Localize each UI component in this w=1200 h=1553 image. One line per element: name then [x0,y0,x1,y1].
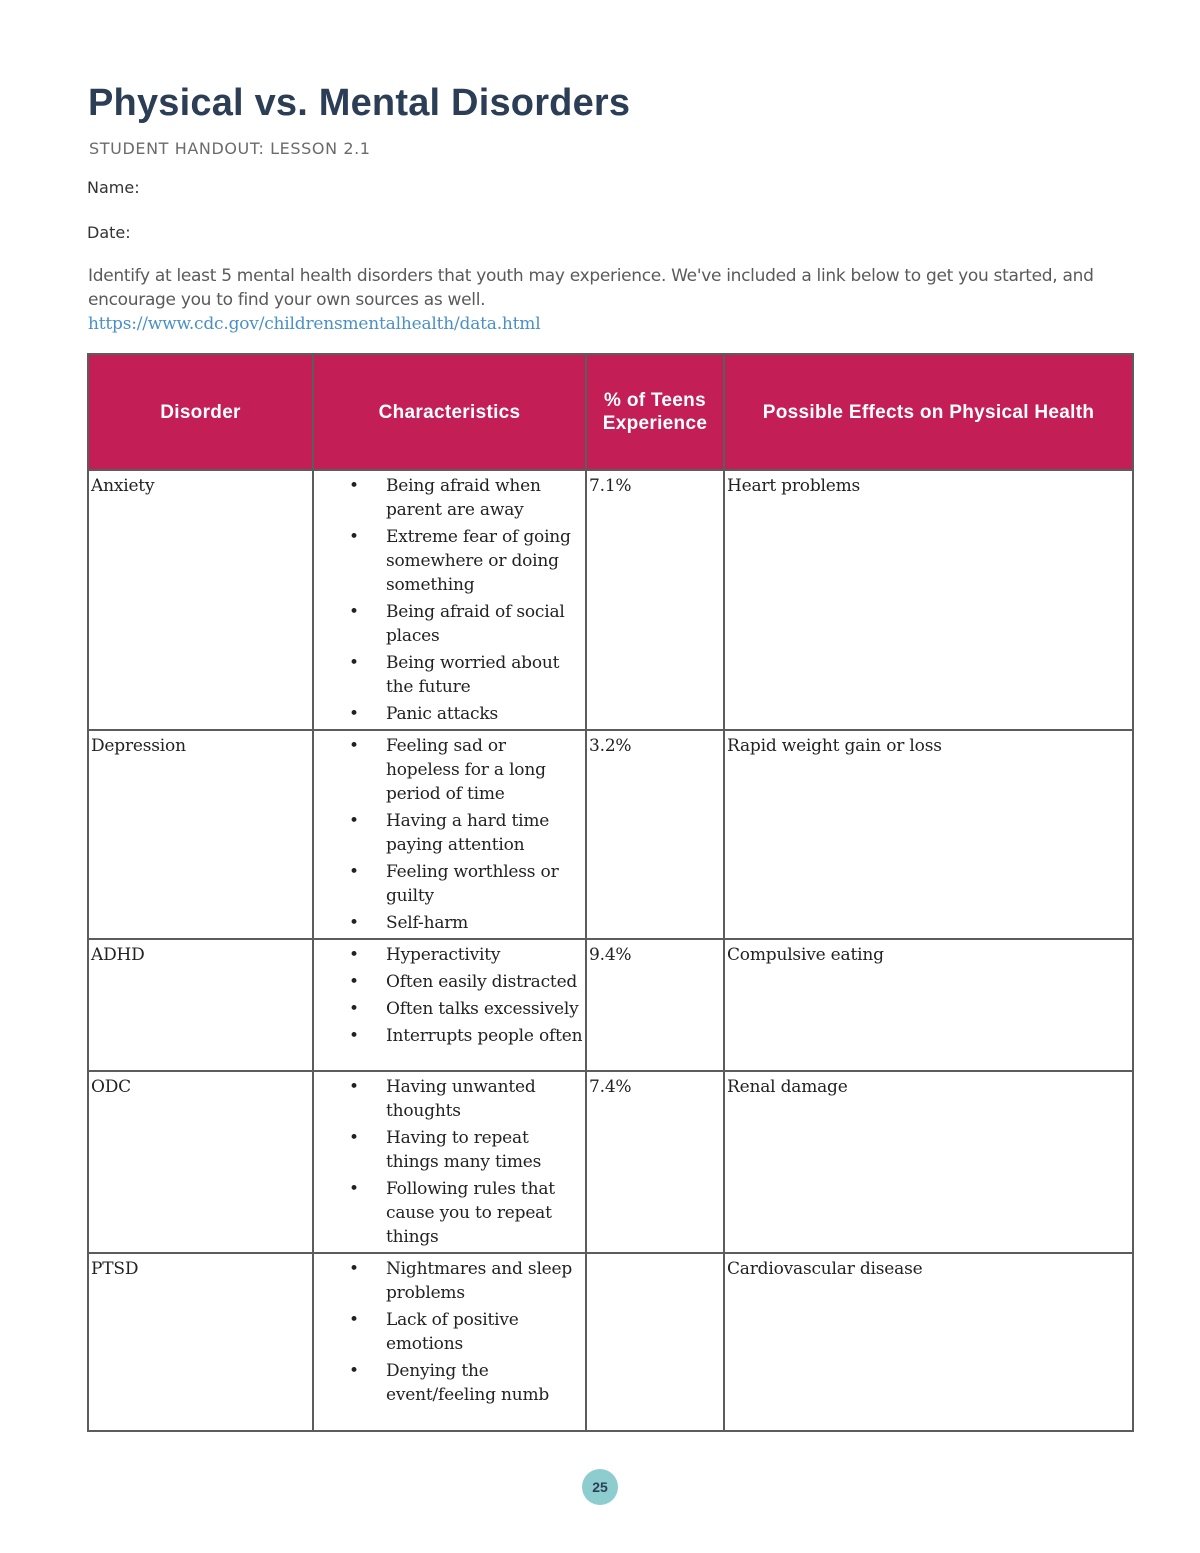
list-item: • Lack of positive emotions [386,1308,583,1356]
list-item: • Hyperactivity [386,943,583,967]
disorder-cell: Anxiety [88,470,313,730]
list-item: • Often easily distracted [386,970,583,994]
table-row [88,730,1133,939]
list-item: • Interrupts people often [386,1024,583,1048]
list-item: • Being afraid when parent are away [386,474,583,522]
cdc-data-link[interactable]: https://www.cdc.gov/childrensmentalhealth/data.html [88,314,541,334]
characteristics-cell [313,470,586,730]
effects-cell: Compulsive eating [724,939,1133,1071]
effects-cell: Rapid weight gain or loss [724,730,1133,939]
table-row [88,1071,1133,1253]
percent-cell: 9.4% [586,939,724,1071]
list-item: • Panic attacks [386,702,583,726]
percent-cell: 7.1% [586,470,724,730]
disorder-cell: ADHD [88,939,313,1071]
page-number-badge: 25 [582,1469,618,1505]
list-item: • Often talks excessively [386,997,583,1021]
list-item: • Feeling worthless or guilty [386,860,583,908]
instructions-text: Identify at least 5 mental health disorders that youth may experience. We've included a link below to get you started, and encourage you to find your own sources as well. [88,266,1094,310]
characteristics-cell [313,1253,586,1431]
name-field-label: Name: [87,178,140,197]
list-item: • Nightmares and sleep problems [386,1257,583,1305]
effects-cell: Renal damage [724,1071,1133,1253]
header-percent-teens: % of Teens Experience [586,354,724,470]
list-item: • Denying the event/feeling numb [386,1359,583,1407]
list-item: • Feeling sad or hopeless for a long period of time [386,734,583,806]
characteristics-cell [313,730,586,939]
table-row [88,939,1133,1071]
percent-cell [586,1253,724,1431]
percent-cell: 3.2% [586,730,724,939]
disorder-cell: PTSD [88,1253,313,1431]
disorder-cell: Depression [88,730,313,939]
list-item: • Extreme fear of going somewhere or doing something [386,525,583,597]
characteristics-list [314,734,583,935]
header-characteristics: Characteristics [313,354,586,470]
percent-cell: 7.4% [586,1071,724,1253]
list-item: • Being afraid of social places [386,600,583,648]
effects-cell: Cardiovascular disease [724,1253,1133,1431]
characteristics-cell [313,1071,586,1253]
list-item: • Following rules that cause you to repeat things [386,1177,583,1249]
characteristics-cell [313,939,586,1071]
disorders-table [87,353,1134,1432]
date-field-label: Date: [87,223,131,242]
characteristics-list [314,943,583,1048]
list-item: • Self-harm [386,911,583,935]
list-item: • Being worried about the future [386,651,583,699]
table-header-row [88,354,1133,470]
disorder-cell: ODC [88,1071,313,1253]
characteristics-list [314,474,583,726]
effects-cell: Heart problems [724,470,1133,730]
page-title: Physical vs. Mental Disorders [88,82,631,124]
table-row [88,470,1133,730]
list-item: • Having to repeat things many times [386,1126,583,1174]
characteristics-list [314,1257,583,1407]
header-physical-effects: Possible Effects on Physical Health [724,354,1133,470]
header-disorder: Disorder [88,354,313,470]
table-row [88,1253,1133,1431]
list-item: • Having unwanted thoughts [386,1075,583,1123]
list-item: • Having a hard time paying attention [386,809,583,857]
handout-subtitle: STUDENT HANDOUT: LESSON 2.1 [89,139,371,158]
characteristics-list [314,1075,583,1249]
